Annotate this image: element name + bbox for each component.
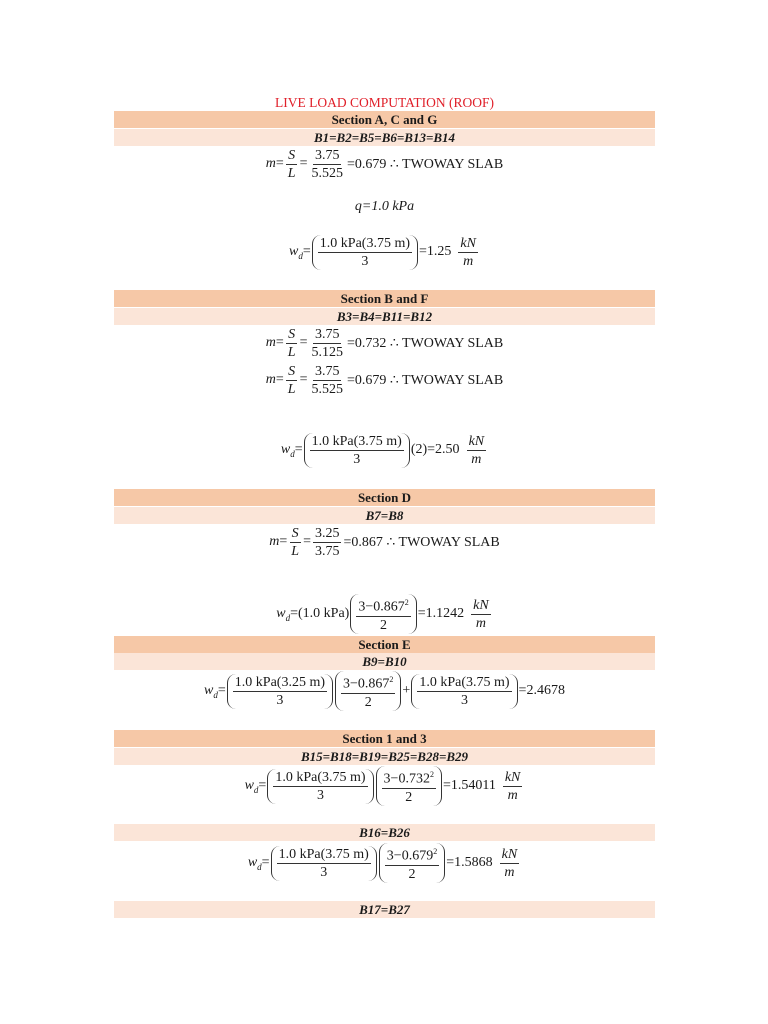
equation-w3: $w_d$ = (1.0 kPa) $\frac{3-0.867^2}{2}$ =1.1242 $\frac{kN}{m}$	[114, 594, 655, 634]
section-header: Section 1 and 3	[114, 730, 655, 747]
equation-m4: m = $\frac{S}{L}$ = $\frac{3.25}{3.75}$ =0.867 ∴ TWOWAY SLAB	[269, 525, 500, 559]
equation-w1: $w_d$ = $\frac{\text{1.0 kPa(3.75 m)}}{3}$ =1.25 $\frac{kN}{m}$	[289, 235, 476, 269]
equation-w4: $w_d$ = $\frac{\text{1.0 kPa(3.25 m)}}{3}$ $\frac{3-0.867^2}{2}$ + $\frac{\text{1.0 kPa(3.75 m)}}{3}$ =2.4678	[114, 670, 655, 712]
section-header: Section E	[114, 636, 655, 653]
equation-m1: m = $\frac{S}{L}$ = $\frac{3.75}{5.525}$ =0.679 ∴ TWOWAY SLAB	[265, 147, 504, 181]
beam-group: B17=B27	[114, 901, 655, 918]
beam-group: B9=B10	[114, 653, 655, 670]
section-header: Section D	[114, 489, 655, 506]
equation-w6: $w_d$ = $\frac{\text{1.0 kPa(3.75 m)}}{3}$ $\frac{3-0.679^2}{2}$ =1.5868 $\frac{kN}{m}$	[114, 842, 655, 884]
beam-group: B16=B26	[114, 824, 655, 841]
equation-w5: $w_d$ = $\frac{\text{1.0 kPa(3.75 m)}}{3}$ $\frac{3-0.732^2}{2}$ =1.54011 $\frac{kN}{m}$	[114, 765, 655, 807]
equation-m3: m = $\frac{S}{L}$ = $\frac{3.75}{5.525}$ =0.679 ∴ TWOWAY SLAB	[265, 363, 504, 397]
beam-group: B15=B18=B19=B25=B28=B29	[114, 748, 655, 765]
equation-q: q=1.0 kPa	[354, 199, 415, 214]
beam-group: B1=B2=B5=B6=B13=B14	[114, 129, 655, 146]
beam-group: B3=B4=B11=B12	[114, 308, 655, 325]
page-title: LIVE LOAD COMPUTATION (ROOF)	[274, 95, 495, 110]
section-header: Section A, C and G	[114, 111, 655, 128]
section-header: Section B and F	[114, 290, 655, 307]
equation-w2: $w_d$ = $\frac{\text{1.0 kPa(3.75 m)}}{3}$ (2) =2.50 $\frac{kN}{m}$	[280, 433, 485, 467]
beam-group: B7=B8	[114, 507, 655, 524]
equation-m2: m = $\frac{S}{L}$ = $\frac{3.75}{5.125}$ =0.732 ∴ TWOWAY SLAB	[265, 326, 504, 360]
